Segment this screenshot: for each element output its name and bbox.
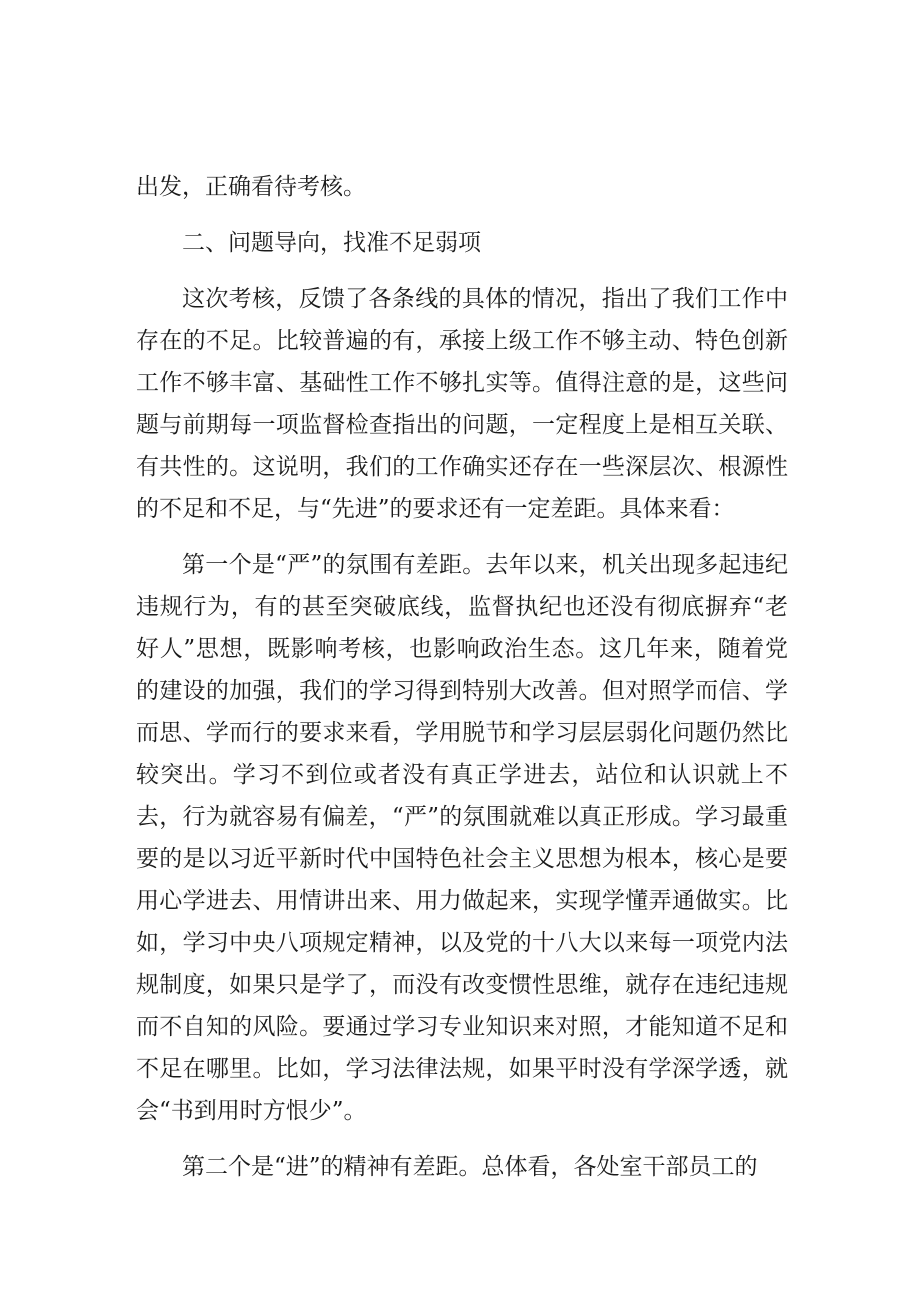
- section-heading: 二、问题导向，找准不足弱项: [182, 230, 481, 256]
- paragraph-continuation: 出发，正确看待考核。: [136, 174, 366, 200]
- document-body: [136, 166, 788, 1188]
- paragraph-intro: 这次考核，反馈了各条线的具体的情况，指出了我们工作中存在的不足。比较普遍的有，承接上级工作不够主动、特色创新工作不够丰富、基础性工作不够扎实等。值得注意的是，这些问题与前期每一项监督检查指出的问题，一定程度上是相互关联、有共性的。这说明，我们的工作确实还存在一些深层次、根源性的不足和不足，与“先进”的要求还有一定差距。具体来看：: [136, 286, 788, 522]
- paragraph-point-two: 第二个是“进”的精神有差距。总体看，各处室干部员工的: [182, 1154, 758, 1180]
- paragraph-point-one: 第一个是“严”的氛围有差距。去年以来，机关出现多起违纪违规行为，有的甚至突破底线，监督执纪也还没有彻底摒弃“老好人”思想，既影响考核，也影响政治生态。这几年来，随着党的建设的加强，我们的学习得到特别大改善。但对照学而信、学而思、学而行的要求来看，学用脱节和学习层层弱化问题仍然比较突出。学习不到位或者没有真正学进去，站位和认识就上不去，行为就容易有偏差，“严”的氛围就难以真正形成。学习最重要的是以习近平新时代中国特色社会主义思想为根本，核心是要用心学进去、用情讲出来、用力做起来，实现学懂弄通做实。比如，学习中央八项规定精神，以及党的十八大以来每一项党内法规制度，如果只是学了，而没有改变惯性思维，就存在违纪违规而不自知的风险。要通过学习专业知识来对照，才能知道不足和不足在哪里。比如，学习法律法规，如果平时没有学深学透，就会“书到用时方恨少”。: [136, 552, 788, 1124]
